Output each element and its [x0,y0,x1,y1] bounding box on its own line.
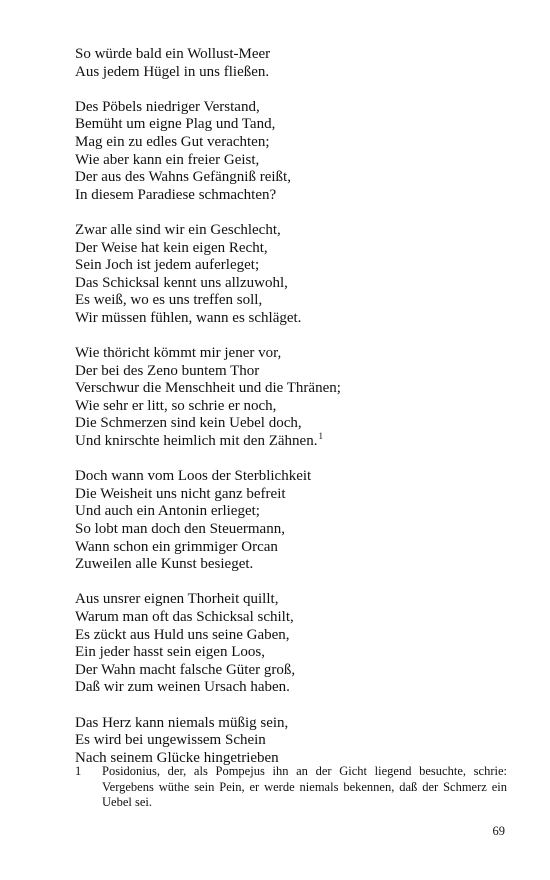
poem-line: Nach seinem Glücke hingetrieben [75,749,279,766]
poem-line: Mag ein zu edles Gut verachten; [75,133,270,150]
footnote [75,764,507,811]
poem-line: In diesem Paradiese schmachten? [75,186,277,203]
stanza-4 [75,345,515,451]
poem-line: So würde bald ein Wollust-Meer [75,46,271,62]
poem-line: Wann schon ein grimmiger Orcan [75,538,278,555]
poem-line: Der Weise hat kein eigen Recht, [75,239,268,256]
stanza-7 [75,715,515,768]
poem-line: Daß wir zum weinen Ursach haben. [75,679,290,696]
stanza-2 [75,99,515,205]
stanza-5 [75,468,515,574]
poem-line: Verschwur die Menschheit und die Thränen; [75,380,341,397]
poem-line: Es weiß, wo es uns treffen soll, [75,292,263,309]
poem-line: Das Herz kann niemals müßig sein, [75,714,289,731]
poem-line: Aus unsrer eignen Thorheit quillt, [75,591,279,608]
poem-line: Es wird bei ungewissem Schein [75,732,266,749]
poem-line: Sein Joch ist jedem auferleget; [75,257,260,274]
poem-line: Die Weisheit uns nicht ganz befreit [75,485,286,502]
stanza-6 [75,591,515,697]
poem-line: Ein jeder hasst sein eigen Loos, [75,644,265,661]
poem-line: Warum man oft das Schicksal schilt, [75,609,294,625]
footnote-marker: 1 [75,764,82,778]
poem-line: Des Pöbels niedriger Verstand, [75,98,260,115]
poem-line: Das Schicksal kennt uns allzuwohl, [75,274,288,291]
footnote-text: Posidonius, der, als Pompejus ihn an der Gicht liegend besuchte, schrie: Vergebens wüthe sein Pein, er werde niemals bekennen, daß der Schmerz ein Uebel sei. [102,764,507,809]
poem-line: Wie sehr er litt, so schrie er noch, [75,397,277,414]
poem-line: Zuweilen alle Kunst besieget. [75,556,254,573]
poem-line: Und auch ein Antonin erlieget; [75,503,260,520]
poem-line: Wir müssen fühlen, wann es schläget. [75,309,302,326]
poem-line-text: Und knirschte heimlich mit den Zähnen. [75,433,318,450]
poem-line: Der aus des Wahns Gefängniß reißt, [75,169,291,186]
stanza-1 [75,46,515,81]
poem-line: Zwar alle sind wir ein Geschlecht, [75,221,281,238]
page-number: 69 [492,824,505,838]
poem-body [75,46,515,785]
poem-line: Bemüht um eigne Plag und Tand, [75,116,276,133]
poem-line: Aus jedem Hügel in uns fließen. [75,63,270,80]
poem-line: Doch wann vom Loos der Sterblichkeit [75,468,312,485]
poem-line: So lobt man doch den Steuermann, [75,521,285,538]
poem-line: Die Schmerzen sind kein Uebel doch, [75,415,302,432]
poem-line-with-footnote [75,433,515,451]
stanza-3 [75,222,515,328]
poem-line: Der Wahn macht falsche Güter groß, [75,661,296,678]
poem-line: Der bei des Zeno buntem Thor [75,362,260,379]
poem-line: Wie aber kann ein freier Geist, [75,151,260,168]
poem-line: Es zückt aus Huld uns seine Gaben, [75,626,290,643]
footnote-reference[interactable]: 1 [318,431,323,442]
poem-line: Wie thöricht kömmt mir jener vor, [75,345,282,362]
